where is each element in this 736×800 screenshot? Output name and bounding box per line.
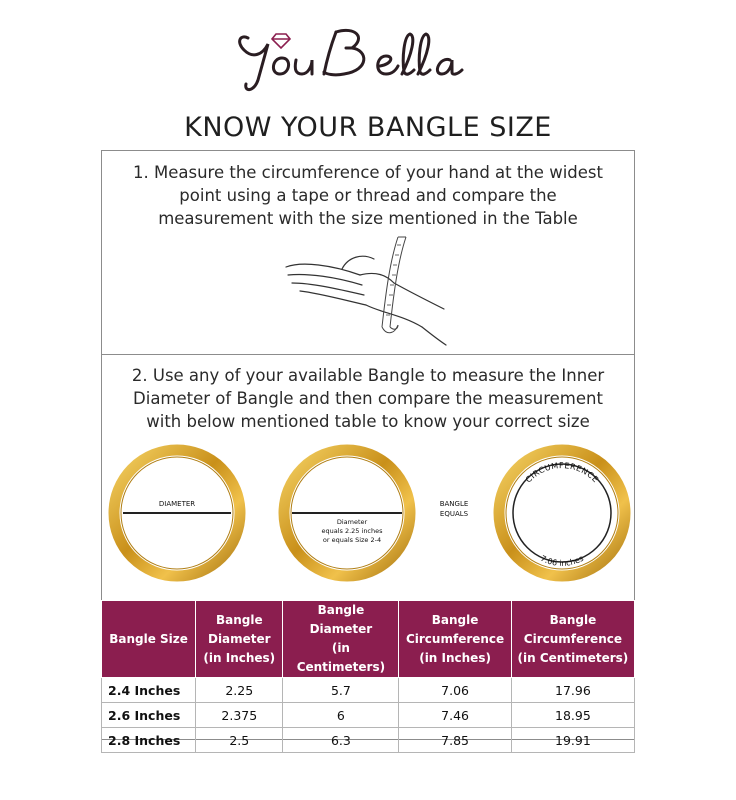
circumference-value: 7.06 inches [538,553,586,568]
step-2-line: 2. Use any of your available Bangle to measure the Inner [131,366,605,385]
size-guide-panel [101,150,635,748]
step-1-instructions [112,161,624,230]
column-header-line: Diameter [207,631,271,646]
table-cell: 2.25 [196,678,283,703]
circumference-label: CIRCUMFERENCE [523,461,601,485]
bangle-equals-label: BANGLE [439,500,469,508]
column-header-line: Bangle [215,612,263,627]
table-cell: 7.85 [399,728,511,753]
step-2-instructions [112,364,624,433]
svg-text:7.06 inches [539,554,585,568]
column-header-line: (in Centimeters) [296,641,386,674]
bangle-ring-measured [284,450,410,576]
bangle-size-table [101,600,635,753]
column-header [196,601,283,678]
column-header-line: (in Inches) [203,650,276,665]
column-header [399,601,511,678]
column-header-line: (in Centimeters) [517,650,629,665]
youbella-logo [0,8,736,98]
bangle-equals-label: EQUALS [439,510,469,518]
table-cell: 19.91 [511,728,634,753]
bangle-ring-diameter [114,450,240,576]
table-header-row [102,601,635,678]
column-header-line: (in Inches) [419,650,491,665]
table-cell: 18.95 [511,703,634,728]
bangle-size-cell: 2.4 Inches [102,678,196,703]
diameter-note-line: or equals Size 2-4 [322,536,382,544]
step-2-section [102,354,634,604]
step-2-line: with below mentioned table to know your correct size [146,412,590,431]
column-header-line: Bangle [431,612,479,627]
table-cell: 7.06 [399,678,511,703]
table-cell: 7.46 [399,703,511,728]
page-title: KNOW YOUR BANGLE SIZE [184,112,552,143]
table-cell: 2.375 [196,703,283,728]
table-cell: 6.3 [283,728,399,753]
column-header-line: Bangle Size [109,631,188,646]
diameter-label: DIAMETER [158,500,196,508]
table-row [102,728,635,753]
svg-text:CIRCUMFERENCE [524,461,600,484]
table-row [102,678,635,703]
diameter-note-line: equals 2.25 inches [321,527,383,535]
step-1-section [102,151,634,355]
table-cell: 2.5 [196,728,283,753]
bangle-ring-circumference [499,450,625,576]
column-header-line: Bangle [549,612,597,627]
step-2-line: Diameter of Bangle and then compare the measurement [133,389,603,408]
bangle-diagram [102,439,634,589]
step-1-line: 1. Measure the circumference of your hand at the widest [133,163,603,182]
column-header-line: Bangle Diameter [309,603,373,636]
column-header [511,601,634,678]
hand-measuring-tape-icon [282,231,447,351]
table-cell: 6 [283,703,399,728]
column-header [283,601,399,678]
step-1-line: point using a tape or thread and compare the [179,186,557,205]
column-header [102,601,196,678]
step-1-line: measurement with the size mentioned in the Table [158,209,578,228]
bangle-size-cell: 2.6 Inches [102,703,196,728]
column-header-line: Circumference [523,631,622,646]
column-header-line: Circumference [405,631,505,646]
table-cell: 5.7 [283,678,399,703]
bangle-size-cell: 2.8 Inches [102,728,196,753]
table-body [102,678,635,753]
diameter-note-line: Diameter [336,518,368,526]
table-cell: 17.96 [511,678,634,703]
table-row [102,703,635,728]
